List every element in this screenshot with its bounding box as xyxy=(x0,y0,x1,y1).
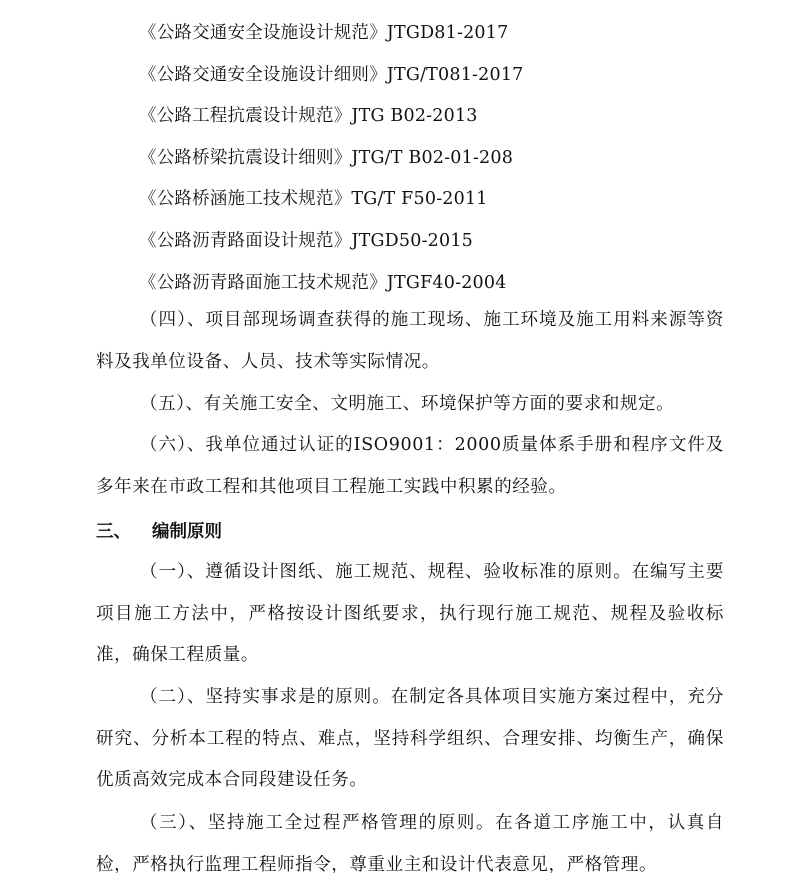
section-number: 三、 xyxy=(96,522,131,542)
reference-line: 《公路工程抗震设计规范》JTG B02-2013 xyxy=(139,106,478,126)
reference-line: 《公路交通安全设施设计规范》JTGD81-2017 xyxy=(139,23,509,43)
principle-paragraph: （三）、坚持施工全过程严格管理的原则。在各道工序施工中，认真自检，严格执行监理工程师指令，尊重业主和设计代表意见，严格管理。 xyxy=(96,813,724,873)
principle-paragraph: （一）、遵循设计图纸、施工规范、规程、验收标准的原则。在编写主要项目施工方法中，严格按设计图纸要求，执行现行施工规范、规程及验收标准，确保工程质量。 xyxy=(96,562,724,666)
reference-line: 《公路交通安全设施设计细则》JTG/T081-2017 xyxy=(139,65,524,85)
reference-line: 《公路桥涵施工技术规范》TG/T F50-2011 xyxy=(139,189,488,209)
principle-paragraph: （二）、坚持实事求是的原则。在制定各具体项目实施方案过程中，充分研究、分析本工程的特点、难点，坚持科学组织、合理安排、均衡生产，确保优质高效完成本合同段建设任务。 xyxy=(96,687,724,791)
basis-paragraph: （六）、我单位通过认证的ISO9001：2000质量体系手册和程序文件及多年来在市政工程和其他项目工程施工实践中积累的经验。 xyxy=(96,435,724,497)
reference-line: 《公路沥青路面施工技术规范》JTGF40-2004 xyxy=(139,273,507,293)
basis-paragraph: （五）、有关施工安全、文明施工、环境保护等方面的要求和规定。 xyxy=(140,394,675,414)
section-title: 编制原则 xyxy=(152,522,222,542)
reference-line: 《公路桥梁抗震设计细则》JTG/T B02-01-208 xyxy=(139,148,514,168)
reference-line: 《公路沥青路面设计规范》JTGD50-2015 xyxy=(139,231,474,251)
basis-paragraph: （四）、项目部现场调查获得的施工现场、施工环境及施工用料来源等资料及我单位设备、人员、技术等实际情况。 xyxy=(96,310,724,372)
section-heading xyxy=(96,518,222,543)
